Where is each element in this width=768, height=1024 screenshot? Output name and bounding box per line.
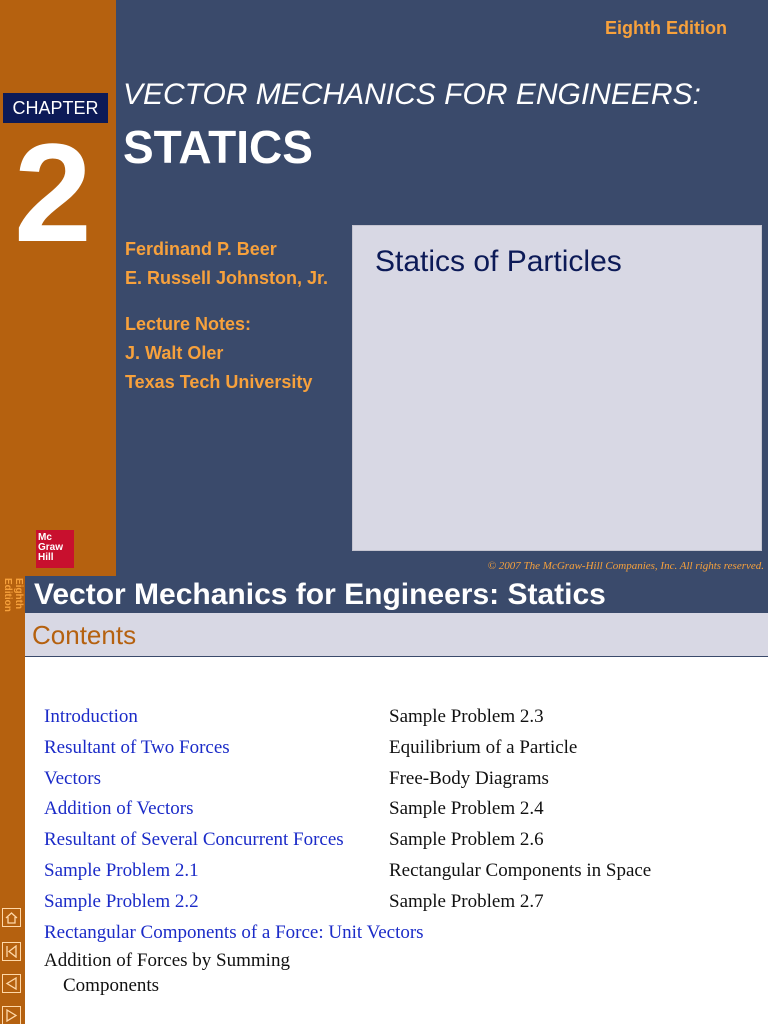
contents-item-addition-by-summing: Addition of Forces by Summing Components [44,950,290,997]
contents-item-sample-problem-2-3: Sample Problem 2.3 [389,706,544,727]
book-title: VECTOR MECHANICS FOR ENGINEERS: [123,78,701,111]
home-icon[interactable] [2,908,21,927]
lecture-notes-university: Texas Tech University [125,372,313,392]
contents-link-sample-problem-2-1[interactable]: Sample Problem 2.1 [44,859,199,881]
contents-item-free-body-diagrams: Free-Body Diagrams [389,767,549,789]
contents-item-sample-problem-2-7: Sample Problem 2.7 [389,890,544,912]
contents-left-column [44,702,424,998]
author-name: E. Russell Johnston, Jr. [125,268,329,288]
chapter-number: 2 [14,114,92,271]
contents-item-sample-problem-2-6: Sample Problem 2.6 [389,829,544,851]
contents-link-addition-of-vectors[interactable]: Addition of Vectors [44,798,194,820]
contents-slide [0,576,768,1024]
author-name: Ferdinand P. Beer [125,239,277,259]
previous-slide-icon[interactable] [2,974,21,993]
contents-link-resultant-two-forces[interactable]: Resultant of Two Forces [44,736,230,758]
contents-link-introduction[interactable]: Introduction [44,706,138,727]
next-slide-icon[interactable] [2,1006,21,1024]
contents-right-column [389,702,651,918]
contents-bar [25,613,768,657]
contents-link-sample-problem-2-2[interactable]: Sample Problem 2.2 [44,890,199,912]
chapter-label: CHAPTER [3,93,108,123]
lecture-notes-author: J. Walt Oler [125,343,224,363]
topic-title: Statics of Particles [375,245,622,278]
edition-vertical-label: Eighth Edition [2,578,24,612]
contents-item-sample-problem-2-4: Sample Problem 2.4 [389,798,544,820]
author-list [125,235,328,397]
contents-link-resultant-concurrent-forces[interactable]: Resultant of Several Concurrent Forces [44,829,344,851]
topic-panel [352,225,762,551]
slide-header [25,576,768,613]
edition-label: Eighth Edition [605,18,727,38]
contents-heading: Contents [32,620,137,650]
chapter-sidebar [0,0,116,576]
first-slide-icon[interactable] [2,942,21,961]
contents-item-equilibrium: Equilibrium of a Particle [389,736,578,758]
slide-title: Vector Mechanics for Engineers: Statics [34,578,606,611]
contents-item-rectangular-components-space: Rectangular Components in Space [389,859,652,881]
mcgraw-hill-logo: Mc Graw Hill [36,530,74,568]
contents-link-rectangular-components[interactable]: Rectangular Components of a Force: Unit Vectors [44,921,424,943]
book-subtitle: STATICS [123,121,313,173]
contents-link-vectors[interactable]: Vectors [44,767,101,789]
lecture-notes-label: Lecture Notes: [125,314,252,334]
copyright-notice: © 2007 The McGraw-Hill Companies, Inc. All rights reserved. [487,560,764,572]
